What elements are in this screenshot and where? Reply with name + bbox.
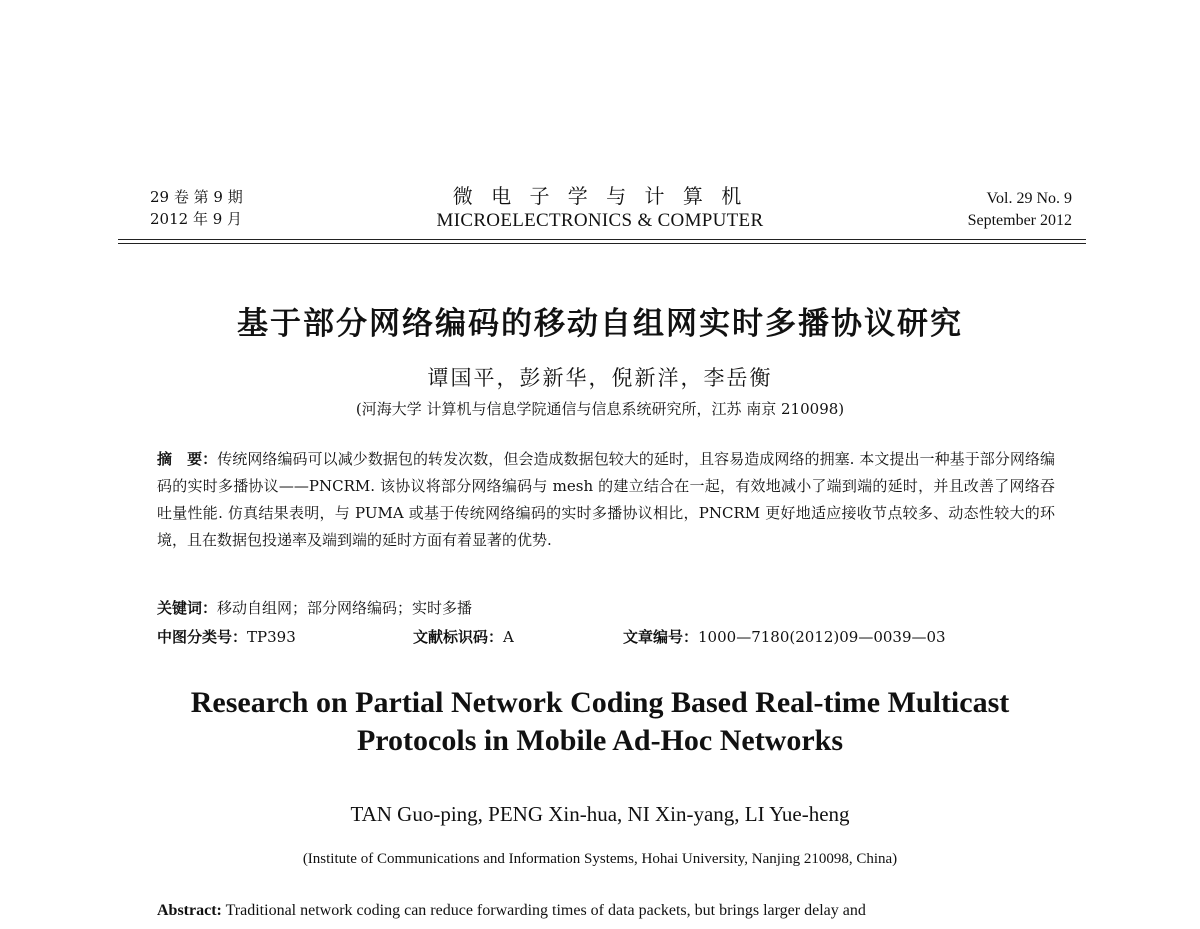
volume-issue-cn: 29 卷 第 9 期 xyxy=(150,188,243,206)
abstract-text-en: Traditional network coding can reduce forwarding times of data packets, but brings larger delay and xyxy=(221,902,866,919)
affiliation-cn: (河海大学 计算机与信息学院通信与信息系统研究所，江苏 南京 210098) xyxy=(355,400,845,418)
paper-title-en xyxy=(0,684,1200,760)
journal-issue-en xyxy=(968,188,1072,232)
date-cn: 2012 年 9 月 xyxy=(150,210,243,228)
doc-code-value: A xyxy=(503,628,514,646)
abstract-label-cn: 摘 要： xyxy=(157,450,218,468)
clc-number xyxy=(157,625,296,649)
document-code xyxy=(413,625,514,649)
journal-name-en: MICROELECTRONICS & COMPUTER xyxy=(436,210,764,231)
article-number-value: 1000—7180(2012)09—0039—03 xyxy=(698,628,946,646)
header-rule-bottom xyxy=(118,243,1086,244)
abstract-label-en: Abstract: xyxy=(157,902,222,919)
article-number xyxy=(623,625,946,649)
paper-title-en-line2: Protocols in Mobile Ad-Hoc Networks xyxy=(356,724,844,757)
keywords-label-cn: 关键词： xyxy=(157,599,218,617)
abstract-en xyxy=(157,900,1057,922)
paper-title-cn: 基于部分网络编码的移动自组网实时多播协议研究 xyxy=(237,306,963,342)
paper-title-en-line1: Research on Partial Network Coding Based Real-time Multicast xyxy=(190,686,1010,719)
journal-name-cn: 微 电 子 学 与 计 算 机 xyxy=(452,184,748,208)
keywords-cn xyxy=(157,596,472,620)
header-rule-top xyxy=(118,239,1086,240)
volume-issue-en: Vol. 29 No. 9 xyxy=(986,190,1072,207)
abstract-text-cn: 传统网络编码可以减少数据包的转发次数，但会造成数据包较大的延时，且容易造成网络的拥塞. 本文提出一种基于部分网络编码的实时多播协议——PNCRM. 该协议将部分网络编码与 mesh 的建立结合在一起，有效地减小了端到端的延时，并且改善了网络吞吐量性能. 仿真结果表明，与 PUMA 或基于传统网络编码的实时多播协议相比，PNCRM 更好地适应接收节点较多、动态性较大的环境，且在数据包投递率及端到端的延时方面有着显著的优势. xyxy=(157,450,1055,549)
article-number-label: 文章编号： xyxy=(623,628,699,646)
doc-code-label: 文献标识码： xyxy=(413,628,504,646)
clc-value: TP393 xyxy=(247,628,296,646)
authors-cn: 谭国平，彭新华，倪新洋，李岳衡 xyxy=(427,366,773,390)
clc-label: 中图分类号： xyxy=(157,628,248,646)
abstract-cn xyxy=(157,446,1055,554)
authors-en: TAN Guo-ping, PENG Xin-hua, NI Xin-yang, LI Yue-heng xyxy=(350,802,850,826)
affiliation-en: (Institute of Communications and Information Systems, Hohai University, Nanjing 210098, China) xyxy=(302,851,898,867)
keywords-text-cn: 移动自组网；部分网络编码；实时多播 xyxy=(217,599,473,617)
date-en: September 2012 xyxy=(967,212,1072,229)
